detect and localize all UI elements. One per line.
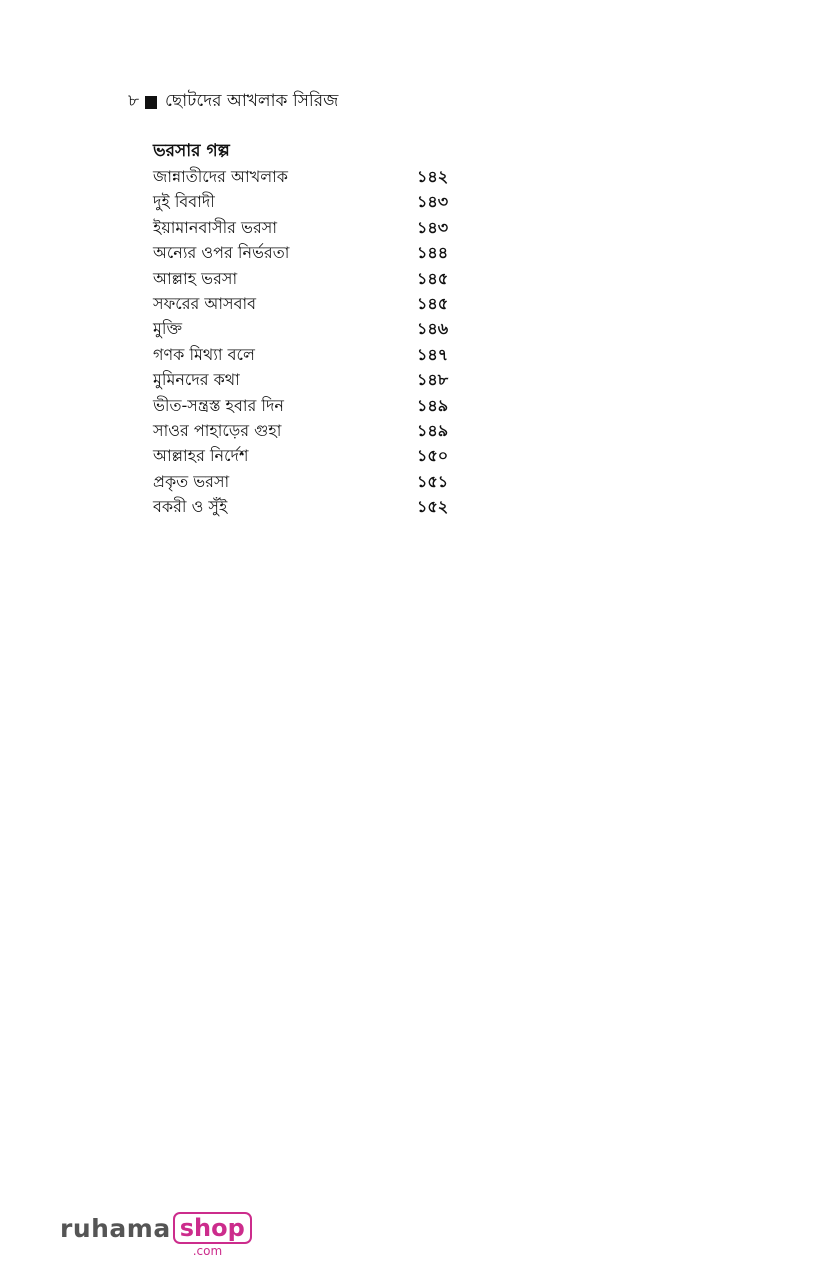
toc-entry-page: ১৪৯ [417,395,449,415]
toc-entry-title: ইয়ামানবাসীর ভরসা [153,217,277,237]
logo-tld: .com [192,1244,223,1258]
toc-entry-title: আল্লাহর নির্দেশ [153,446,249,466]
ruhama-shop-logo [60,1212,252,1260]
toc-entry-page: ১৫১ [417,471,449,491]
toc-entry [153,291,453,316]
toc-entry [153,393,453,418]
toc-entry-title: অন্যের ওপর নির্ভরতা [153,243,290,263]
toc-entry-title: প্রকৃত ভরসা [153,471,230,491]
toc-entry-page: ১৪৭ [417,344,449,364]
toc-entry [153,342,453,367]
toc-entry-page: ১৪৫ [417,268,449,288]
toc-entry [153,418,453,443]
toc-entry-page: ১৪৬ [417,319,449,339]
logo-brand: ruhama [60,1214,171,1243]
toc-entry [153,215,453,240]
toc-entry-title: ভীত-সন্ত্রস্ত হবার দিন [153,395,284,415]
toc-entry-page: ১৪৩ [417,217,449,237]
toc-entry-title: সাওর পাহাড়ের গুহা [153,420,282,440]
toc-entry-page: ১৪৮ [417,370,449,390]
toc-entry-page: ১৪৫ [417,293,449,313]
toc-entry [153,443,453,468]
toc-entry-title: মুমিনদের কথা [153,370,240,390]
toc-entry [153,164,453,189]
toc-entry-title: মুক্তি [153,319,183,339]
toc-list [153,164,453,519]
toc-entry-title: বকরী ও সুঁই [153,497,228,517]
section-title: ভরসার গল্প [153,141,230,161]
toc-entry-page: ১৪৯ [417,420,449,440]
toc-entry [153,494,453,519]
toc-entry-page: ১৪২ [417,167,449,186]
toc-entry [153,266,453,291]
toc-entry [153,316,453,341]
toc-entry-title: আল্লাহ ভরসা [153,268,238,288]
toc-entry-page: ১৪৩ [417,192,449,212]
toc-entry [153,189,453,214]
toc-entry [153,469,453,494]
toc-section [153,138,453,519]
toc-entry-title: জান্নাতীদের আখলাক [153,167,288,186]
toc-entry-title: সফরের আসবাব [153,293,257,313]
running-head [128,88,338,116]
series-title: ছোটদের আখলাক সিরিজ [165,91,339,111]
toc-entry-title: দুই বিবাদী [153,192,215,212]
toc-entry-page: ১৫০ [417,446,449,466]
logo-shop-text: shop [173,1212,252,1244]
page-number: ৮ [128,91,140,111]
toc-entry-page: ১৫২ [417,497,449,517]
logo-shop-badge [173,1212,252,1258]
square-bullet-icon [145,96,157,109]
toc-entry [153,240,453,265]
toc-entry [153,367,453,392]
toc-entry-page: ১৪৪ [417,243,449,263]
toc-entry-title: গণক মিথ্যা বলে [153,344,255,364]
